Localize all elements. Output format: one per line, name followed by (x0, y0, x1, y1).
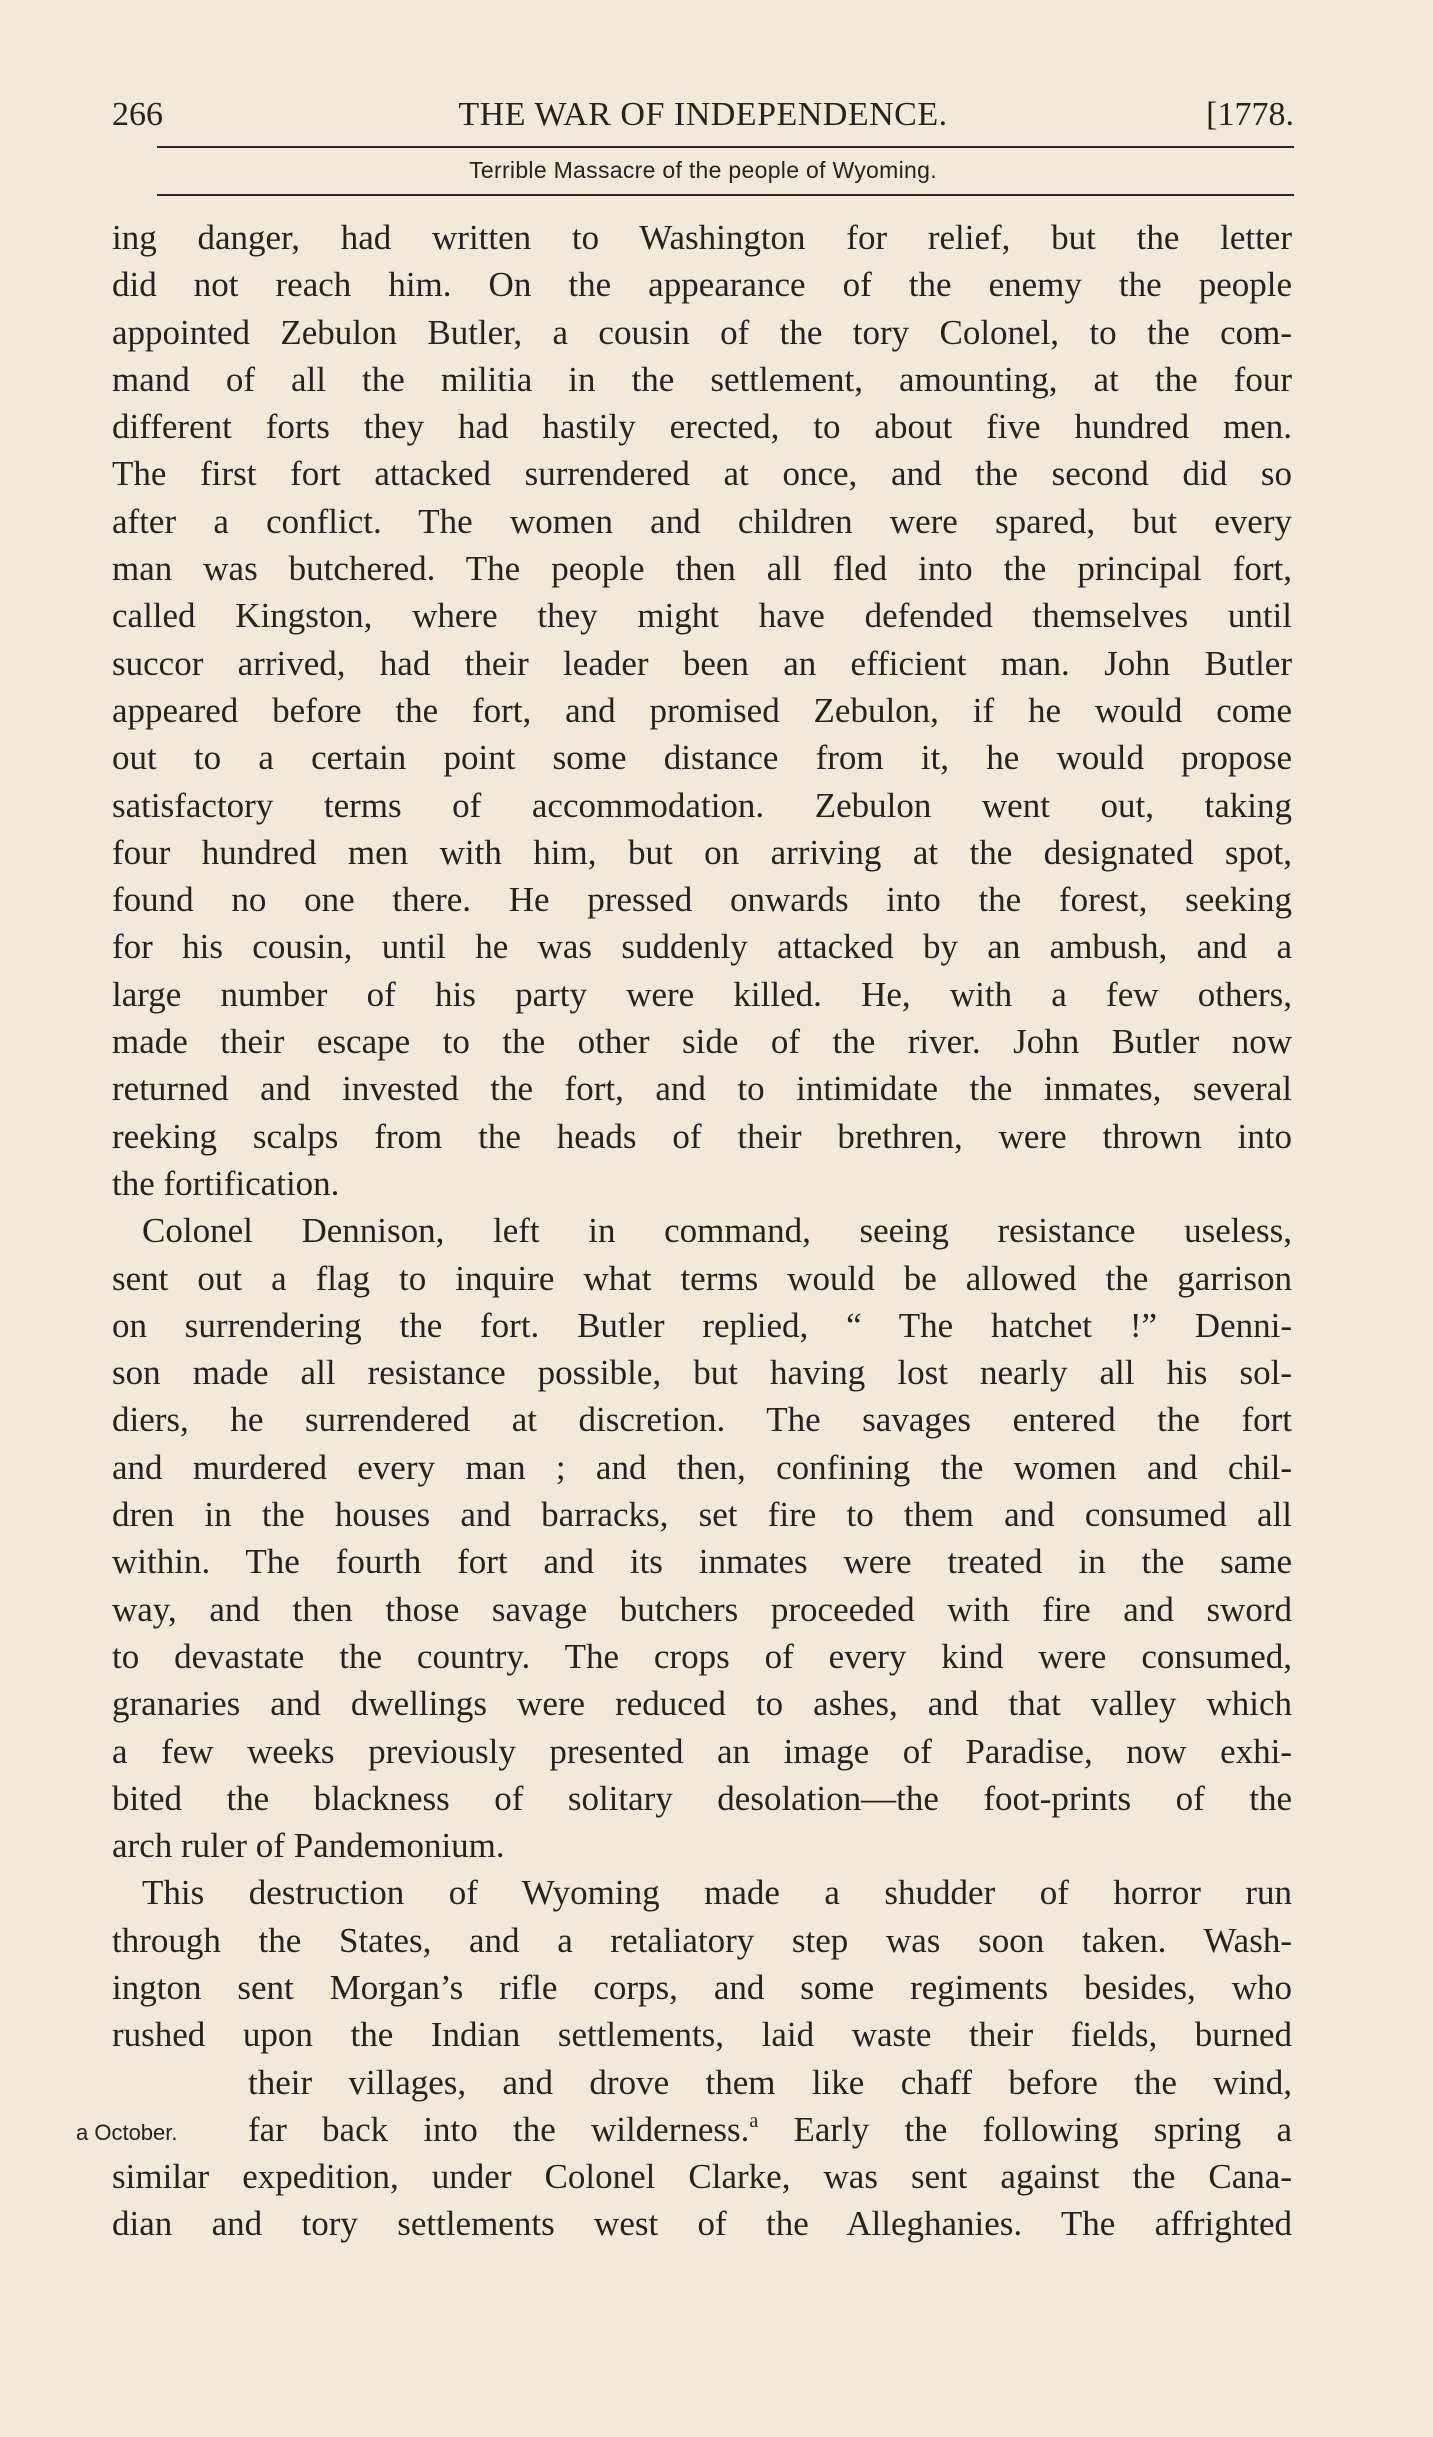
text-line: for his cousin, until he was suddenly attacked by an ambush, and a (112, 927, 1292, 967)
text-line: made their escape to the other side of the river. John Butler now (112, 1022, 1292, 1062)
text-line: succor arrived, had their leader been an efficient man. John Butler (112, 643, 1292, 683)
text-line: and murdered every man ; and then, confining the women and chil- (112, 1447, 1292, 1487)
text-line: sent out a flag to inquire what terms would be allowed the garrison (112, 1258, 1292, 1298)
text-line: on surrendering the fort. Butler replied, “ The hatchet !” Denni- (112, 1305, 1292, 1345)
text-line: did not reach him. On the appearance of the enemy the people (112, 265, 1292, 305)
text-line: son made all resistance possible, but having lost nearly all his sol- (112, 1353, 1292, 1393)
page-number: 266 (112, 96, 163, 133)
body-text (76, 214, 1292, 2248)
text-line: after a conflict. The women and children were spared, but every (112, 501, 1292, 541)
text-line: appeared before the fort, and promised Zebulon, if he would come (112, 690, 1292, 730)
text-line: returned and invested the fort, and to intimidate the inmates, several (112, 1069, 1292, 1109)
text-line: within. The fourth fort and its inmates were treated in the same (112, 1542, 1292, 1582)
header-rule-bottom (157, 194, 1294, 196)
text-line-with-footnote (112, 2106, 1292, 2153)
text-line: four hundred men with him, but on arriving at the designated spot, (112, 832, 1292, 872)
text-line: diers, he surrendered at discretion. The savages entered the fort (112, 1400, 1292, 1440)
text-line: ington sent Morgan’s rifle corps, and some regiments besides, who (112, 1967, 1292, 2007)
text-line: granaries and dwellings were reduced to ashes, and that valley which (112, 1684, 1292, 1724)
text-line: large number of his party were killed. He, with a few others, (112, 974, 1292, 1014)
header-rule-top (157, 146, 1294, 148)
text-line: through the States, and a retaliatory step was soon taken. Wash- (112, 1920, 1292, 1960)
text-line: satisfactory terms of accommodation. Zebulon went out, taking (112, 785, 1292, 825)
text-line: appointed Zebulon Butler, a cousin of the tory Colonel, to the com- (112, 312, 1292, 352)
text-line: dren in the houses and barracks, set fire to them and consumed all (112, 1495, 1292, 1535)
section-subheading: Terrible Massacre of the people of Wyoming. (469, 157, 937, 183)
text-line: arch ruler of Pandemonium. (112, 1826, 505, 1866)
text-line: This destruction of Wyoming made a shudder of horror run (142, 1873, 1292, 1913)
text-line: man was butchered. The people then all fled into the principal fort, (112, 549, 1292, 589)
text-line: ing danger, had written to Washington for relief, but the letter (112, 218, 1292, 257)
text-line: different forts they had hastily erected, to about five hundred men. (112, 407, 1292, 447)
text-line: way, and then those savage butchers proceeded with fire and sword (112, 1589, 1292, 1629)
text-line: reeking scalps from the heads of their brethren, were thrown into (112, 1116, 1292, 1156)
text-line: to devastate the country. The crops of every kind were consumed, (112, 1636, 1292, 1676)
text-line: found no one there. He pressed onwards into the forest, seeking (112, 880, 1292, 920)
text-line: out to a certain point some distance from it, he would propose (112, 738, 1292, 778)
text-line-tail: Early the following spring a (758, 2109, 1292, 2149)
text-line: similar expedition, under Colonel Clarke, was sent against the Cana- (112, 2157, 1292, 2197)
marginal-sidenote: a October. (76, 2119, 178, 2145)
footnote-marker: a (749, 2109, 759, 2132)
text-line-content: far back into the wilderness. (248, 2109, 750, 2149)
text-line: a few weeks previously presented an image of Paradise, now exhi- (112, 1731, 1292, 1771)
text-line: rushed upon the Indian settlements, laid waste their fields, burned (112, 2015, 1292, 2055)
running-head (112, 90, 1294, 140)
year-marker: [1778. (1206, 96, 1294, 133)
book-title: THE WAR OF INDEPENDENCE. (458, 96, 948, 133)
text-line: Colonel Dennison, left in command, seeing resistance useless, (142, 1211, 1292, 1251)
text-line: called Kingston, where they might have defended themselves until (112, 596, 1292, 636)
text-line: mand of all the militia in the settlement, amounting, at the four (112, 359, 1292, 399)
text-line: the fortification. (112, 1163, 340, 1203)
text-line-content: their villages, and drove them like chaff before the wind, (248, 2062, 1292, 2102)
text-line: bited the blackness of solitary desolation—the foot-prints of the (112, 1778, 1292, 1818)
text-line: dian and tory settlements west of the Alleghanies. The affrighted (112, 2204, 1292, 2244)
text-line: The first fort attacked surrendered at once, and the second did so (112, 454, 1292, 494)
